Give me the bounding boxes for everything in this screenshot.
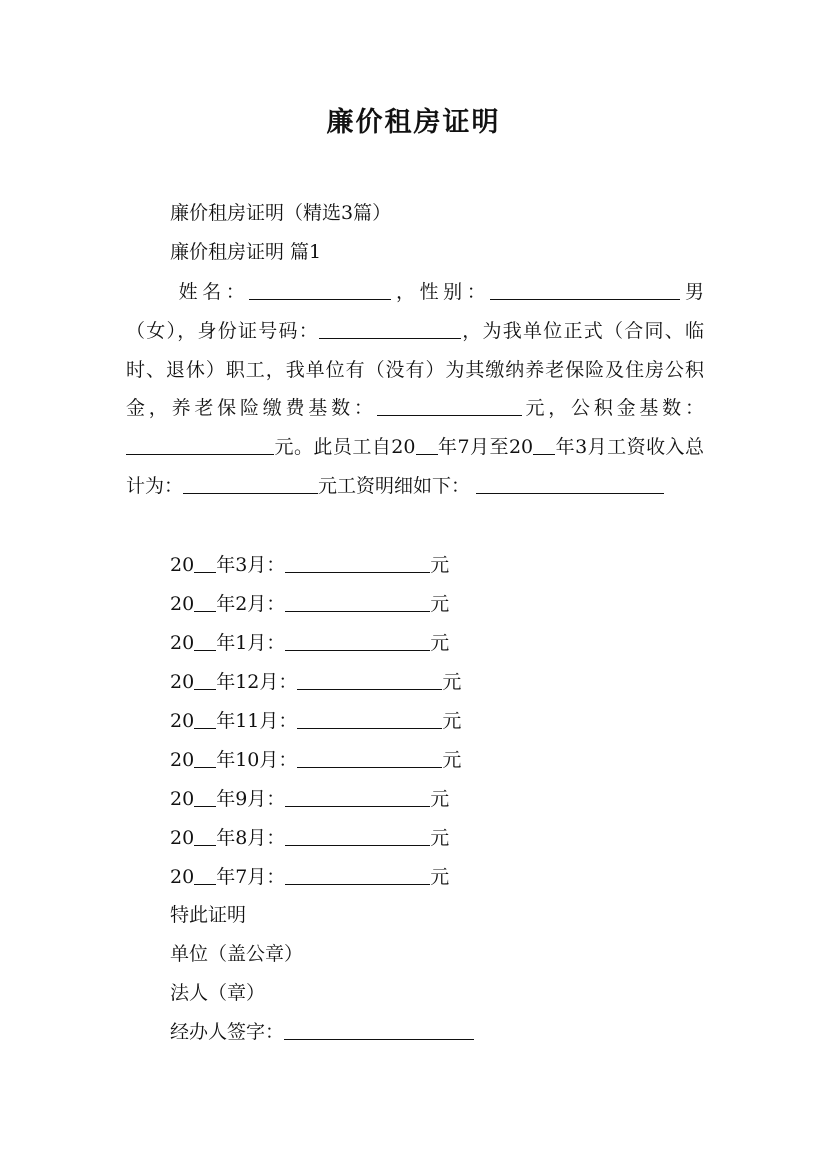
closing-text: 特此证明 <box>170 904 247 926</box>
name-label: 姓名： <box>174 281 250 303</box>
id-number-blank <box>319 319 461 339</box>
month-row: 20 年10月： 元 <box>170 749 462 771</box>
gender-label: ，性别： <box>391 281 491 303</box>
employee-text: ，为我单位正式（合同、临时、退休）职工，我单位有（没有）为其缴纳养老保险及住房公积金，养老保险缴费基数： <box>126 319 704 420</box>
page-title: 廉价租房证明 <box>326 107 501 138</box>
total-income-blank <box>183 474 318 494</box>
month-row: 20 年2月： 元 <box>170 593 450 615</box>
fund-base-blank <box>126 435 274 455</box>
month-row: 20 年1月： 元 <box>170 632 450 654</box>
doc-subtitle: 廉价租房证明（精选3篇） <box>170 202 392 224</box>
amount-blank <box>297 709 442 729</box>
detail-text: 元工资明细如下： <box>318 474 471 497</box>
month-row: 20 年9月： 元 <box>170 788 450 810</box>
gender-value: 男（女），身份证号码： <box>126 281 704 342</box>
certificate-paragraph <box>126 273 704 506</box>
pension-base-blank <box>377 396 522 416</box>
year-blank-2 <box>533 435 555 455</box>
amount-blank <box>285 631 430 651</box>
handler-sign-label: 经办人签字： <box>170 1021 285 1043</box>
amount-blank <box>285 865 430 885</box>
detail-blank <box>476 474 664 494</box>
month-row: 20 年11月： 元 <box>170 710 462 732</box>
amount-blank <box>297 748 442 768</box>
legal-rep-label: 法人（章） <box>170 982 266 1004</box>
handler-sign-row <box>170 1017 474 1044</box>
month-row: 20 年8月： 元 <box>170 827 450 849</box>
amount-blank <box>297 670 442 690</box>
amount-blank <box>285 592 430 612</box>
gender-blank <box>490 280 680 300</box>
month-row: 20 年7月： 元 <box>170 866 450 888</box>
month-row: 20 年3月： 元 <box>170 554 450 576</box>
amount-blank <box>285 826 430 846</box>
signature-blank <box>284 1020 474 1040</box>
amount-blank <box>285 787 430 807</box>
year-blank-1 <box>416 435 438 455</box>
month-row: 20 年12月： 元 <box>170 671 462 693</box>
unit-yuan-2: 元。此员工自20 <box>274 436 416 459</box>
unit-yuan-1: 元，公积金基数： <box>521 397 704 420</box>
unit-seal-label: 单位（盖公章） <box>170 943 304 965</box>
name-blank <box>249 280 391 300</box>
year-text-2: 年3月工资收入总计为： <box>126 436 705 497</box>
section-heading: 廉价租房证明 篇1 <box>170 241 322 263</box>
amount-blank <box>285 553 430 573</box>
year-text-1: 年7月至20 <box>437 436 534 459</box>
